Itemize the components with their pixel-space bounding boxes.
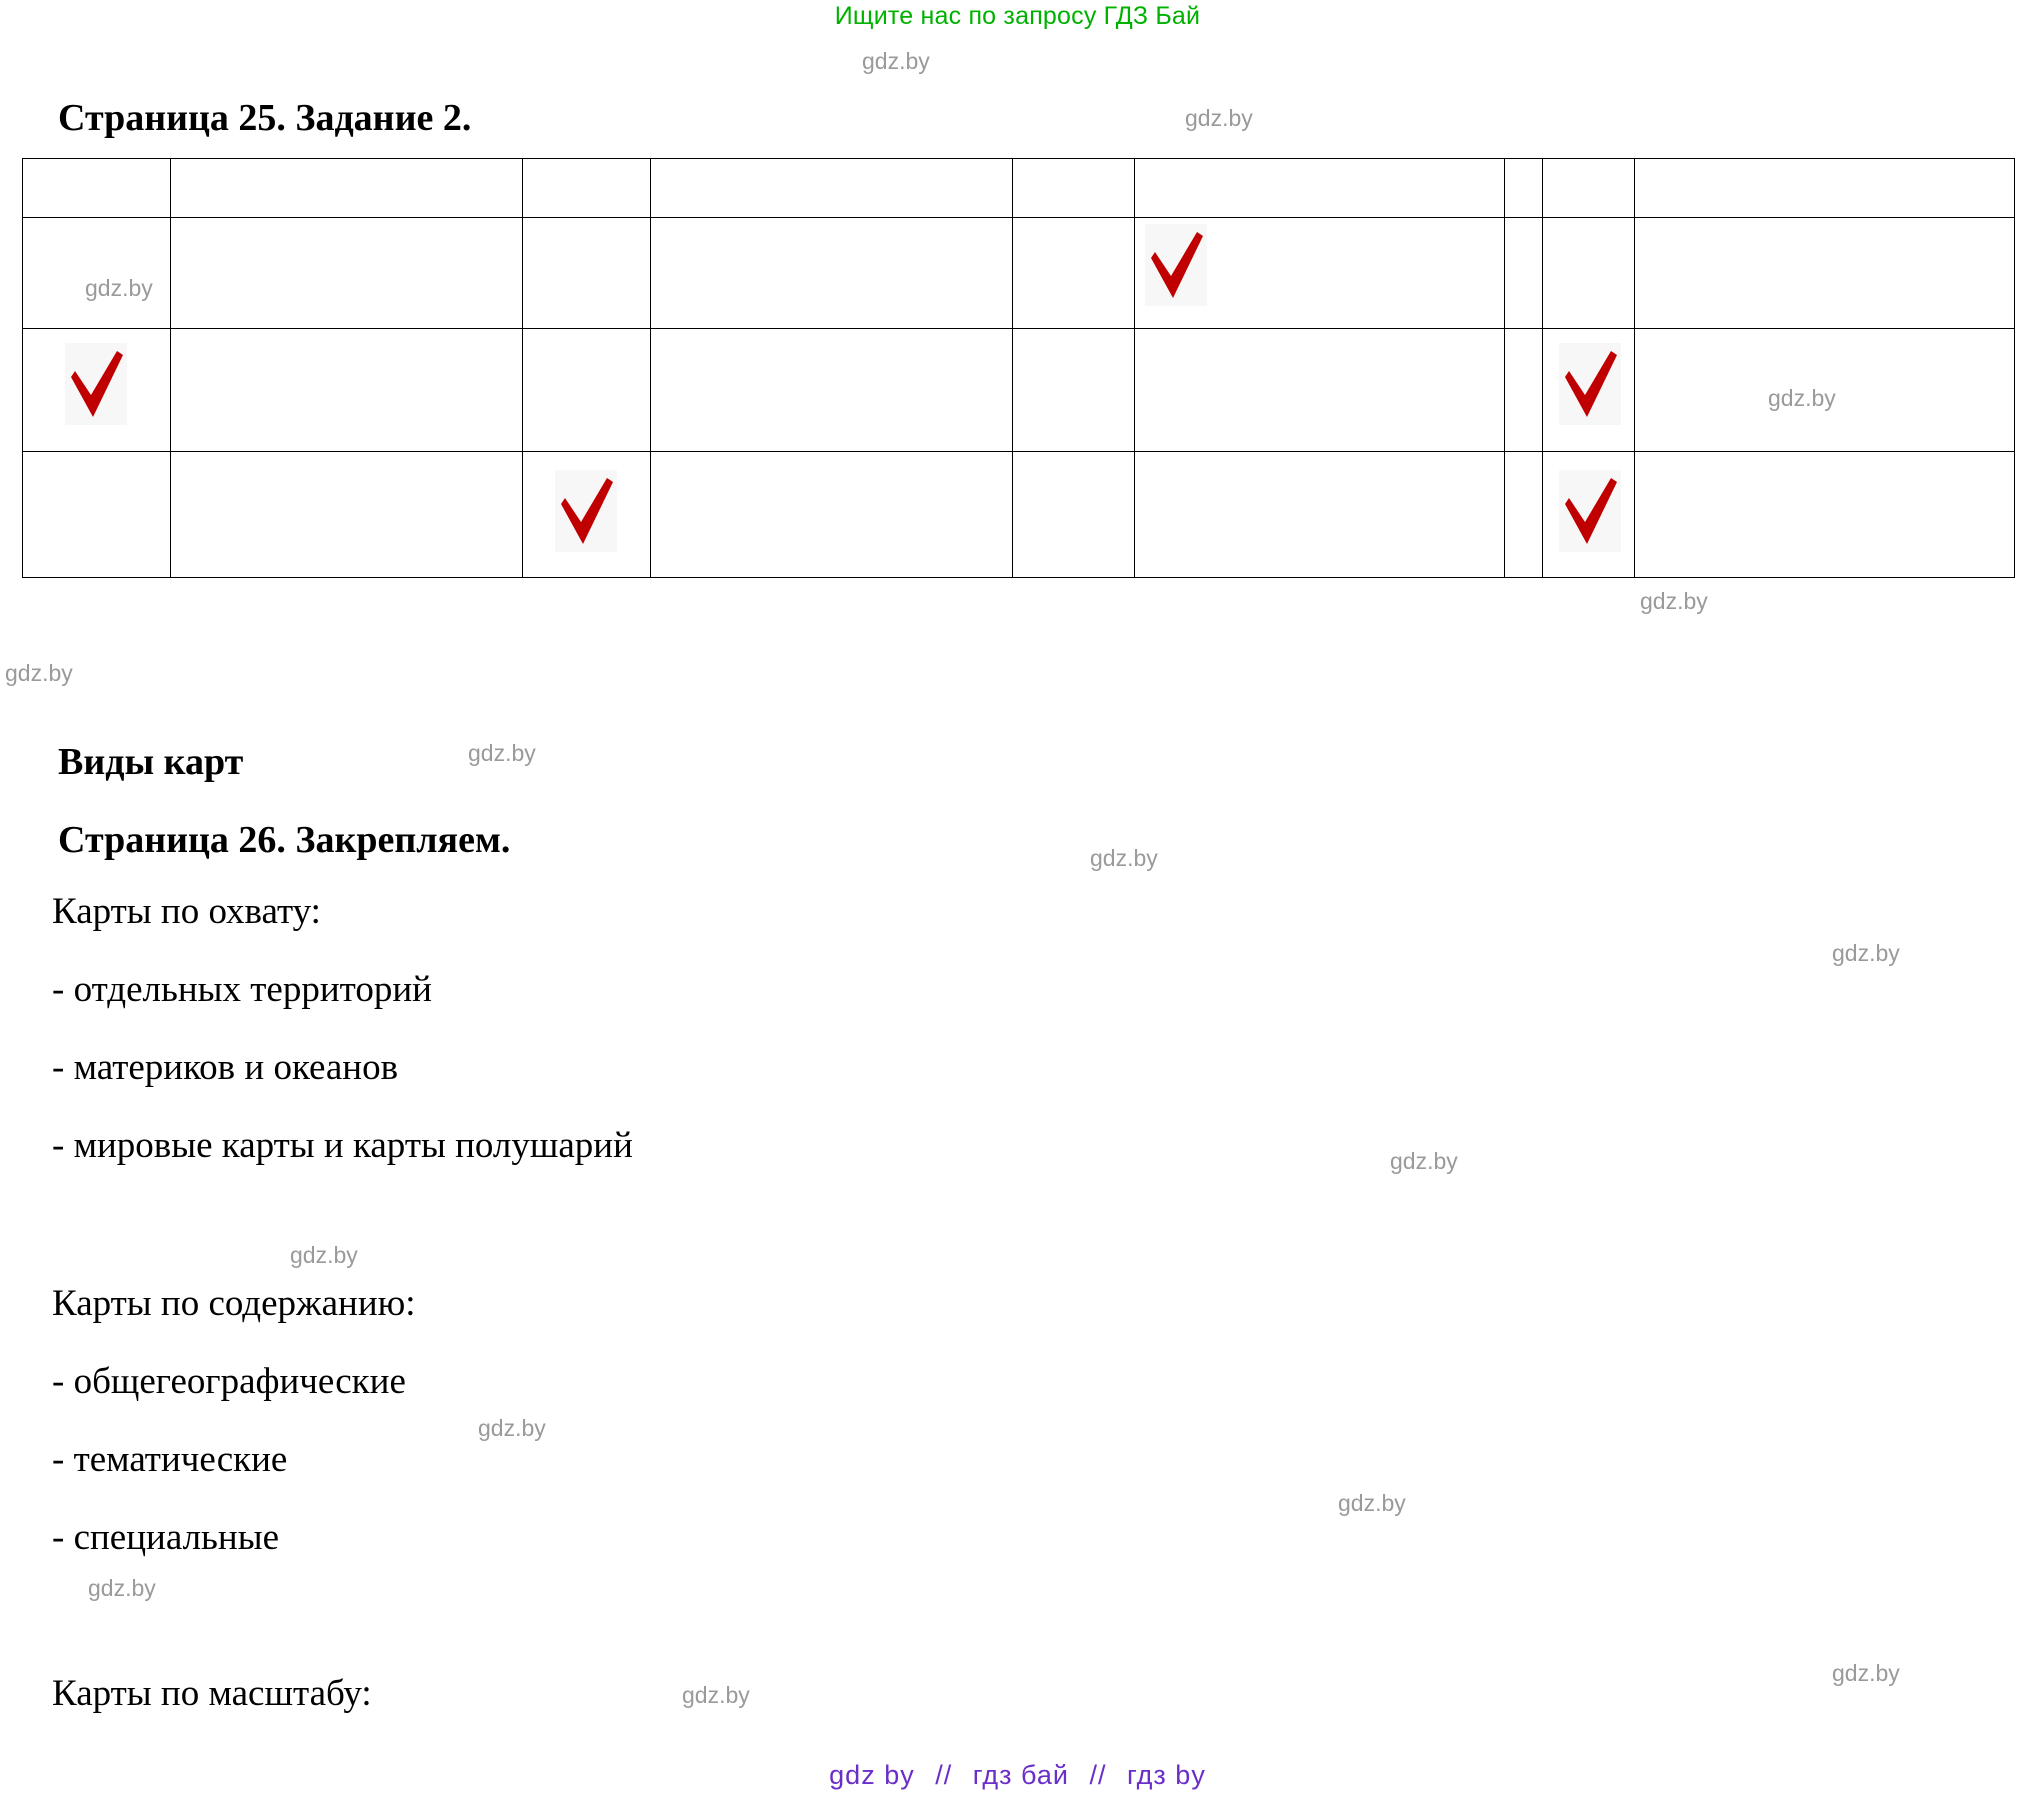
footer-link-3[interactable]: гдз by (1127, 1760, 1206, 1790)
table-cell (171, 159, 523, 218)
footer-links (0, 1760, 2035, 1791)
watermark: gdz.by (1390, 1148, 1458, 1174)
footer-separator: // (1089, 1760, 1107, 1790)
table-cell (1543, 159, 1635, 218)
table-cell (523, 218, 651, 329)
table-cell (1505, 452, 1543, 578)
page-title-26: Страница 26. Закрепляем. (58, 819, 511, 861)
footer-separator: // (935, 1760, 953, 1790)
content-item-2: - специальные (52, 1517, 279, 1558)
watermark: gdz.by (1768, 385, 1836, 411)
watermark: gdz.by (468, 740, 536, 766)
checkmark-icon (1559, 470, 1621, 552)
watermark: gdz.by (1640, 588, 1708, 614)
answer-table (22, 158, 2015, 578)
table-cell (1635, 329, 2015, 452)
page-title-task: Страница 25. Задание 2. (58, 97, 472, 139)
checkmark-icon (1145, 224, 1207, 306)
table-cell (523, 159, 651, 218)
coverage-title: Карты по охвату: (52, 891, 321, 932)
watermark: gdz.by (862, 48, 930, 74)
table-row (23, 218, 2015, 329)
checkmark-icon (65, 343, 127, 425)
watermark: gdz.by (5, 660, 73, 686)
table-cell (1505, 329, 1543, 452)
content-item-0: - общегеографические (52, 1361, 406, 1402)
table-cell (1135, 452, 1505, 578)
coverage-item-1: - материков и океанов (52, 1047, 399, 1088)
table-cell (651, 218, 1013, 329)
coverage-item-0: - отдельных территорий (52, 969, 432, 1010)
table-cell (1135, 329, 1505, 452)
watermark: gdz.by (290, 1242, 358, 1268)
table-cell (1135, 159, 1505, 218)
table-cell (1013, 452, 1135, 578)
table-cell (171, 329, 523, 452)
table-cell (23, 218, 171, 329)
table-cell-checked (1543, 329, 1635, 452)
content-title: Карты по содержанию: (52, 1283, 416, 1324)
watermark: gdz.by (1338, 1490, 1406, 1516)
table-cell (1635, 218, 2015, 329)
table-row (23, 452, 2015, 578)
checkmark-icon (555, 470, 617, 552)
table-cell (1505, 159, 1543, 218)
footer-link-1[interactable]: gdz by (829, 1760, 915, 1790)
table-row (23, 329, 2015, 452)
watermark: gdz.by (1090, 845, 1158, 871)
table-cell (23, 452, 171, 578)
watermark: gdz.by (682, 1682, 750, 1708)
table-cell (651, 452, 1013, 578)
content-item-1: - тематические (52, 1439, 288, 1480)
table-cell-checked (523, 452, 651, 578)
coverage-item-2: - мировые карты и карты полушарий (52, 1125, 633, 1166)
watermark: gdz.by (88, 1575, 156, 1601)
table-cell (171, 218, 523, 329)
checkmark-icon (1559, 343, 1621, 425)
table-row (23, 159, 2015, 218)
table-cell-checked (1543, 452, 1635, 578)
table-cell (651, 329, 1013, 452)
table-cell (23, 159, 171, 218)
table-cell (1505, 218, 1543, 329)
table-cell (1013, 218, 1135, 329)
section-title-vidy-kart: Виды карт (58, 741, 244, 783)
table-cell (1543, 218, 1635, 329)
watermark: gdz.by (85, 275, 153, 301)
scale-title: Карты по масштабу: (52, 1673, 372, 1714)
watermark: gdz.by (1185, 105, 1253, 131)
table-cell (171, 452, 523, 578)
footer-link-2[interactable]: гдз бай (972, 1760, 1069, 1790)
promo-banner: Ищите нас по запросу ГДЗ Бай (834, 2, 1201, 30)
table-cell (1013, 329, 1135, 452)
table-cell (1635, 452, 2015, 578)
watermark: gdz.by (1832, 1660, 1900, 1686)
watermark: gdz.by (478, 1415, 546, 1441)
table-cell-checked (23, 329, 171, 452)
table-cell (651, 159, 1013, 218)
table-cell (523, 329, 651, 452)
table-cell (1013, 159, 1135, 218)
table-cell-checked (1135, 218, 1505, 329)
table-cell (1635, 159, 2015, 218)
watermark: gdz.by (1832, 940, 1900, 966)
